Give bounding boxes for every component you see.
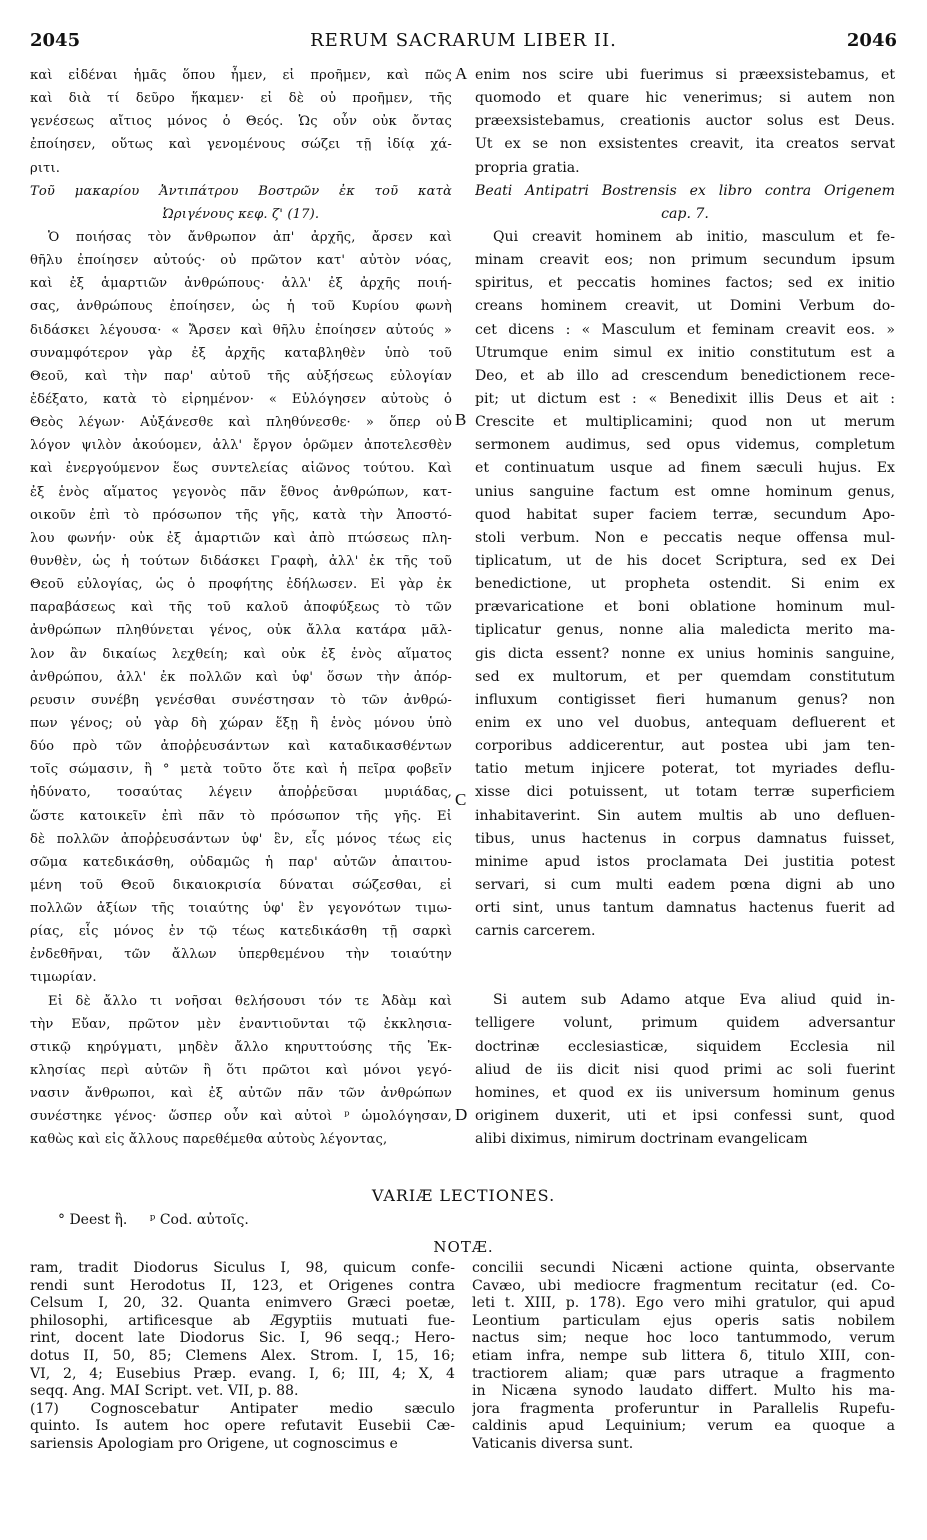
notae-title: NOTÆ. [433,1238,494,1256]
latin-text-line: stoli verbum. Non e peccatis neque offensa mul- [475,529,895,546]
greek-text-line: ἐνδεθῆναι, τῶν ἄλλων ὑπερθεμένου τὴν τοιαύτην [30,947,452,963]
latin-text-line: quomodo et quare hic venerimus; si autem non [475,90,895,107]
greek-text-line: καὶ ἐξ ἁμαρτιῶν ἀνθρώπους· ἀλλ' ἐξ ἀρχῆς ποιή- [30,276,452,292]
greek-text-line: ἐποίησεν, οὕτως καὶ γενομένους σώζει τῇ ἰδίᾳ χά- [30,137,452,153]
greek-text-line: ἠδύνατο, τοσαύτας λέγειν ἀποῤῥεῦσαι μυριάδας, [30,785,452,801]
note-line: leti t. XIII, p. 178). Ego vero mihi gratulor, qui apud [472,1295,895,1312]
note-line: VI, 2, 4; Eusebius Præp. evang. I, 6; III, 4; X, 4 [30,1365,455,1382]
latin-text-line: orti sint, unus tantum damnatus hactenus fuerit ad [475,900,895,917]
greek-text-line: στικῷ κηρύγματι, μηδὲν ἄλλο κηρυττούσης τῆς Ἐκ- [30,1039,452,1055]
greek-text-line: θυνθὲν, ὡς ἡ τούτων διδάσκει Γραφὴ, ἀλλ' ἐκ τῆς τοῦ [30,553,452,569]
note-line: (17) Cognoscebatur Antipater medio sæculo [30,1400,455,1417]
latin-text-line: quod habitat super faciem terræ, secundum Apo- [475,506,895,523]
notes-right-column [472,1260,895,1454]
note-line: Leontium particulam ejus operis satis nobilem [472,1312,895,1329]
greek-text-line: Ὠριγένους κεφ. ζ' (17). [162,206,320,222]
latin-text-line: tatio metum injicere poterat, tot myriades deflu- [475,761,895,778]
note-line: dotus II, 50, 85; Clemens Alex. Strom. I, 15, 16; [30,1347,455,1364]
greek-text-line: παραβάσεως καὶ τῆς τοῦ καλοῦ ἀποφύξεως τὸ τῶν [30,600,452,616]
greek-text-line: θῆλυ ἐποίησεν αὐτούς· οὐ πρῶτον κατ' αὐτὸν νόας, [30,253,452,269]
note-line: caldinis apud Lequinium; verum ea quoque a [472,1418,895,1435]
greek-text-line: οικοῦν ἐπὶ τὸ πρόσωπον τῆς γῆς, κατὰ τὴν Ἀποστό- [30,507,452,523]
greek-text-line: λον ἂν δικαίως λεχθείη; καὶ οὐκ ἐξ ἑνὸς αἵματος [30,646,452,662]
latin-text-line: sermonem audimus, sed opus videmus, completum [475,437,895,454]
greek-text-line: ἀνθρώπων πληθύνεται γένος, οὐκ ἄλλα κατάρα μᾶλ- [30,623,452,639]
variae-lectiones-title: VARIÆ LECTIONES. [371,1186,556,1205]
greek-text-line: Θεοῦ εὐλογίας, ὡς ὁ προφήτης ἐδήλωσεν. Εἰ γὰρ ἐκ [30,577,452,593]
greek-text-line: σας, ἀνθρώπους ἐποίησεν, ὡς ἡ τοῦ Κυρίου φωνὴ [30,299,452,315]
greek-column [30,64,452,1152]
page-number-right: 2046 [846,30,897,51]
latin-text-line: minam creavit eos; non primum secundum ipsum [475,252,895,269]
latin-text-line: Crescite et multiplicamini; quod non ut merum [475,414,895,431]
latin-text-line: corporibus addicerentur, aut postea ubi jam ten- [475,738,895,755]
page-header [0,30,927,56]
latin-text-line: tibus, unus hactenus in corpus damnatus fuisset, [475,830,895,847]
latin-text-line: carnis carcerem. [475,923,596,940]
greek-text-line: κλησίας περὶ αὐτῶν ἢ ὅτι πρῶτοι καὶ μόνοι γεγό- [30,1063,452,1079]
latin-text-line: influxum contigisset fieri humanum genus? non [475,691,895,708]
running-title: RERUM SACRARUM LIBER II. [310,30,617,51]
latin-text-line: et continuatum usque ad finem sæculi hujus. Ex [475,460,895,477]
greek-text-line: Θεοῦ, καὶ τὴν παρ' αὐτοῦ τῆς αὐξήσεως εὐλογίαν [30,368,452,384]
greek-text-line: ἐδέξατο, κατὰ τὸ εἰρημένον· « Εὐλόγησεν αὐτοὺς ὁ [30,391,452,407]
greek-text-line: ρευσιν συνέβη γενέσθαι συνέστησαν τὸ τῶν ἀνθρώ- [30,692,452,708]
latin-text-line: præexsistebamus, creationis auctor solus est Deus. [475,113,895,130]
greek-text-line: Τοῦ μακαρίου Ἀντιπάτρου Βοστρῶν ἐκ τοῦ κατὰ [30,183,452,199]
latin-text-line: originem duxerit, uti et ipsi confessi sunt, quod [475,1108,895,1125]
note-line: nactus sim; neque hoc loco tantummodo, verum [472,1330,895,1347]
latin-text-line: unius sanguine factum est omne hominum genus, [475,483,895,500]
margin-mark-d: D [455,1105,468,1124]
greek-text-line: σῶμα κατεδικάσθη, οὐδαμῶς ἡ παρ' αὐτῶν ἀπαιτου- [30,854,452,870]
note-line: sariensis Apologiam pro Origene, ut cognoscimus e [30,1435,398,1452]
greek-text-line: Θεὸς λέγων· Αὐξάνεσθε καὶ πληθύνεσθε· » ὅπερ οὐ [30,415,452,431]
note-line: rendi sunt Herodotus II, 123, et Origenes contra [30,1277,455,1294]
greek-text-line: καὶ ἐνεργούμενον ἕως συντελείας αἰῶνος τούτου. Καὶ [30,461,452,477]
page-number-left: 2045 [30,30,81,51]
latin-text-line: benedictione, ut propheta ostendit. Si enim ex [475,576,895,593]
note-line: concilii secundi Nicæni actione quinta, observante [472,1260,895,1276]
variant-reading: ᵖ Cod. αὐτοῖς. [149,1212,249,1228]
note-line: Vaticanis diversa sunt. [472,1435,634,1452]
greek-text-line: τιμωρίαν. [30,970,97,986]
note-line: seqq. Ang. MAI Script. vet. VII, p. 88. [30,1383,299,1400]
greek-text-line: διδάσκει λέγουσα· « Ἄρσεν καὶ θῆλυ ἐποίησεν αὐτούς » [30,322,452,338]
margin-mark-a: A [455,64,468,83]
variae-lectiones [58,1212,267,1228]
latin-text-line: aliud de iis dicit nisi quod primi ac soli fuerint [475,1061,895,1078]
note-line: Celsum I, 20, 32. Quanta enimvero Græci poetæ, [30,1295,455,1312]
latin-text-line: Deo, et ab illo ad crescendum benedictionem rece- [475,367,895,384]
latin-text-line: propria gratia. [475,159,580,176]
latin-text-line: doctrinæ ecclesiasticæ, siquidem Ecclesia nil [475,1038,895,1055]
latin-text-line: tiplicatum, ut de his docet Scriptura, sed ex Dei [475,552,895,569]
latin-text-line: cap. 7. [661,205,709,222]
greek-text-line: καθὼς καὶ εἰς ἄλλους παρεθέμεθα αὐτοὺς λέγοντας, [30,1132,388,1148]
greek-text-line: ὥστε κατοικεῖν ἐπὶ πᾶν τὸ πρόσωπον τῆς γῆς. Εἰ [30,808,452,824]
greek-text-line: ἀνθρώπου, ἀλλ' ἐκ πολλῶν καὶ ὑφ' ὅσων τὴν ἀπόρ- [30,669,452,685]
greek-text-line: συναμφότερον γὰρ ἐξ ἀρχῆς καταβληθὲν ὑπὸ τοῦ [30,345,452,361]
greek-text-line: συνέστηκε γένος· ὥσπερ οὖν καὶ αὐτοὶ ᵖ ὡμολόγησαν, [30,1109,452,1125]
greek-text-line: ριτι. [30,160,61,176]
variant-reading: ° Deest ἢ. [58,1212,128,1228]
latin-column [475,64,895,1151]
latin-text-line: cet dicens : « Masculum et feminam creavit eos. » [475,321,895,338]
latin-text-line: Beati Antipatri Bostrensis ex libro contra Origenem [475,182,895,199]
greek-text-line: καὶ διὰ τί δεῦρο ἥκαμεν· εἰ δὲ οὐ προῆμεν, τῆς [30,91,452,107]
latin-text-line: xisse dici potuissent, ut totam terræ superficiem [475,784,895,801]
note-line: rint, docent late Diodorus Sic. I, 96 seqq.; Hero- [30,1330,455,1347]
latin-text-line: enim ex uno vel duobus, antequam defluerent et [475,714,895,731]
greek-text-line: καὶ εἰδέναι ἡμᾶς ὅπου ἦμεν, εἰ προῆμεν, καὶ πῶς [30,68,452,83]
latin-text-line: Ut ex se non exsistentes creavit, ita creatos servat [475,136,895,153]
note-line: ram, tradit Diodorus Siculus I, 98, quicum confe- [30,1260,455,1276]
greek-text-line: Εἰ δὲ ἄλλο τι νοῆσαι θελήσουσι τόν τε Ἀδὰμ καὶ [48,993,452,1009]
latin-text-line: creans hominem creavit, ut Domini Verbum do- [475,298,895,315]
latin-text-line: spiritus, et peccatis homines factos; sed ex initio [475,275,895,292]
greek-text-line: πολλῶν ἀξίων τῆς τοιαύτης ὑφ' ἓν γεγονότων τιμω- [30,901,452,917]
latin-text-line: pit; ut dictum est : « Benedixit illis Deus et ait : [475,390,895,407]
latin-text-line: minime apud istos proclamata Dei justitia potest [475,853,895,870]
latin-text-line: gis dicta essent? nonne ex unius hominis sanguine, [475,645,895,662]
greek-text-line: νασιν ἄνθρωποι, καὶ ἐξ αὐτῶν πᾶν τῶν ἀνθρώπων [30,1086,452,1102]
latin-text-line: sed ex multorum, et per quemdam constitutum [475,668,895,685]
latin-text-line: tiplicatur genus, nonne alia maledicta merito ma- [475,622,895,639]
latin-text-line: alibi diximus, nimirum doctrinam evangelicam [475,1131,808,1148]
note-line: philosophi, artificesque ab Ægyptiis mutuati fue- [30,1312,455,1329]
note-line: jora fragmenta proferuntur in Parallelis Rupefu- [472,1400,895,1417]
greek-text-line: λου φωνήν· οὐκ ἐξ ἁμαρτιῶν καὶ ἀπὸ πτώσεως πλη- [30,530,452,546]
latin-text-line: Utrumque enim simul ex initio constitutum est a [475,344,895,361]
greek-text-line: ἐξ ἑνὸς αἵματος γεγονὸς πᾶν ἔθνος ἀνθρώπων, κατ- [30,484,452,500]
latin-text-line: servari, si cum multi eadem pœna digni ab uno [475,876,895,893]
note-line: etiam infra, nempe sub littera δ, titulo XIII, con- [472,1347,895,1364]
greek-text-line: δὲ πολλῶν ἀποῤῥευσάντων ὑφ' ἓν, εἷς μόνος τέως εἰς [30,831,452,847]
latin-text-line: telligere volunt, primum quidem adversantur [475,1015,895,1032]
note-line: in Nicæna synodo laudato differt. Multo his ma- [472,1383,895,1400]
notes-left-column [30,1260,455,1454]
greek-text-line: λόγον ψιλὸν ἀκούομεν, ἀλλ' ἔργον ὁρῶμεν ἀποτελεσθὲν [30,438,452,454]
greek-text-line: τὴν Εὔαν, πρῶτον μὲν ἐναντιοῦνται τῷ ἐκκλησια- [30,1016,452,1032]
greek-text-line: Ὁ ποιήσας τὸν ἄνθρωπον ἀπ' ἀρχῆς, ἄρσεν καὶ [48,229,452,245]
greek-text-line: μένη τοῦ Θεοῦ δικαιοκρισία δύναται σώζεσθαι, εἰ [30,877,452,893]
latin-text-line: Qui creavit hominem ab initio, masculum et fe- [493,228,895,245]
latin-text-line: inhabitaverint. Sin autem multis ab uno defluen- [475,807,895,824]
note-line: Cavæo, ubi mediocre fragmentum recitatur (ed. Co- [472,1277,895,1294]
greek-text-line: δύο πρὸ τῶν ἀποῤῥευσάντων καὶ καταδικασθέντων [30,739,452,755]
latin-text-line: prævaricatione et boni oblatione hominum mul- [475,599,895,616]
latin-text-line: enim nos scire ubi fuerimus si præexsistebamus, et [475,67,895,83]
margin-mark-b: B [455,410,467,429]
note-line: tractiorem aliam; quæ pars utraque a fragmento [472,1365,895,1382]
greek-text-line: ρίας, εἷς μόνος ἐν τῷ τέως κατεδικάσθη τῇ σαρκὶ [30,924,452,940]
margin-mark-c: C [455,790,467,809]
latin-text-line: homines, et quod ex iis universum hominum genus [475,1084,895,1101]
note-line: quinto. Is autem hoc opere refutavit Eusebii Cæ- [30,1418,455,1435]
latin-text-line: Si autem sub Adamo atque Eva aliud quid in- [493,992,895,1009]
greek-text-line: τοῖς σώμασιν, ἢ ° μετὰ τοῦτο ὅτε καὶ ἡ πεῖρα φοβεῖν [30,762,452,778]
greek-text-line: γενέσεως αἴτιος μόνος ὁ Θεός. Ὡς οὖν οὐκ ὄντας [30,114,452,130]
greek-text-line: πων γένος; οὐ γὰρ δὴ χώραν ἕξῃ ἢ ἑνὸς μόνου ὑπὸ [30,715,452,731]
